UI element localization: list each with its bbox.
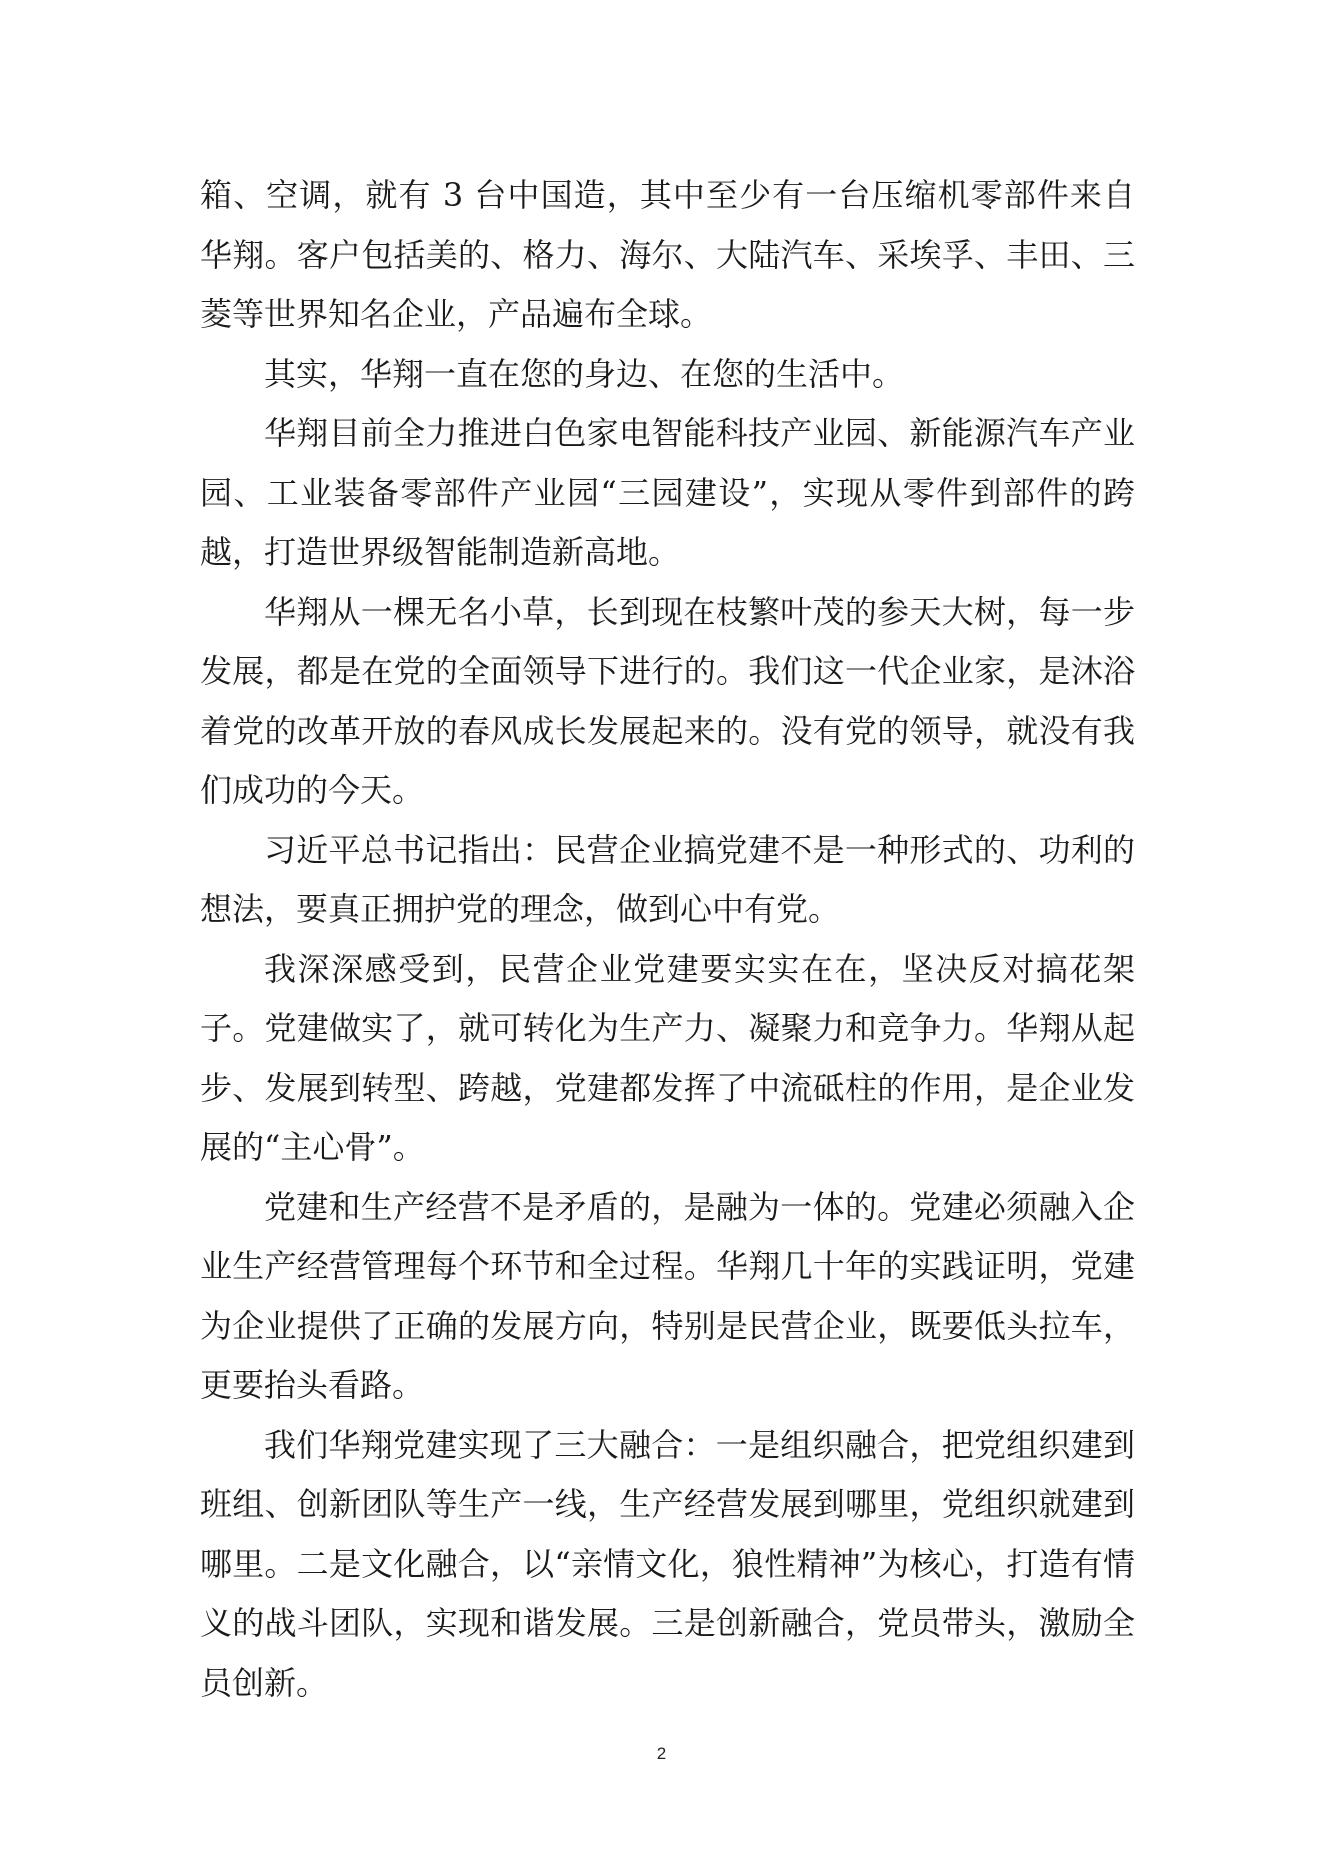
paragraph-line: 心骨”。 [312,1128,425,1166]
paragraph-line: 造世界级智能制造新高地。 [296,533,681,571]
paragraph [200,821,1135,940]
document-body [200,166,1135,1713]
paragraph-line: 展，都是在党的全面领导下进行的。我们这一代企业家，是沐浴着党 [200,652,1135,750]
paragraph-line: 党建和生产经营不是矛盾的，是融为一体的。党建必须融入企业 [200,1187,1135,1285]
paragraph-line: 华翔从一棵无名小草，长到现在枝繁叶茂的参天大树，每一步发 [200,592,1135,690]
paragraph-line: 华翔目前全力推进白色家电智能科技产业园、新能源汽车产业园、 [200,414,1135,512]
paragraph [200,583,1135,821]
paragraph-line: 业提供了正确的发展方向，特别是民营企业，既要低头拉车，更要抬 [200,1306,1135,1404]
paragraph-line: 箱、空调，就有 3 台中国造，其中至少有一台压缩机零部件来自华翔。 [200,176,1135,274]
paragraph-line: 头看路。 [296,1366,425,1404]
paragraph-line: 工业装备零部件产业园“三园建设”，实现从零件到部件的跨越，打 [200,473,1135,571]
paragraph [200,166,1135,345]
page-number: 2 [656,1744,667,1763]
paragraph-line: 法，要真正拥护党的理念，做到心中有党。 [232,890,841,928]
paragraph [200,1178,1135,1416]
paragraph-line: 党建做实了，就可转化为生产力、凝聚力和竞争力。华翔从起步、发 [200,1009,1135,1107]
paragraph [200,404,1135,583]
paragraph-line: 知名企业，产品遍布全球。 [328,295,713,333]
paragraph-line: 组、创新团队等生产一线，生产经营发展到哪里，党组织就建到哪里。 [200,1485,1135,1583]
paragraph-line: 的改革开放的春风成长发展起来的。没有党的领导，就没有我们成功 [200,711,1135,809]
paragraph-line: 我们华翔党建实现了三大融合：一是组织融合，把党组织建到班 [200,1425,1135,1523]
paragraph-line: 我深深感受到，民营企业党建要实实在在，坚决反对搞花架子。 [200,949,1135,1047]
paragraph-line: 生产经营管理每个环节和全过程。华翔几十年的实践证明，党建为企 [200,1247,1135,1345]
paragraph-line: 习近平总书记指出：民营企业搞党建不是一种形式的、功利的想 [200,830,1135,928]
paragraph [200,940,1135,1178]
paragraph-line: 的今天。 [296,771,425,809]
paragraph-line: 展到转型、跨越，党建都发挥了中流砥柱的作用，是企业发展的“主 [200,1068,1135,1166]
paragraph [200,1416,1135,1714]
paragraph-line: 二是文化融合，以“亲情文化，狼性精神”为核心，打造有情义的战 [200,1544,1135,1642]
paragraph [200,345,1135,405]
paragraph-line: 斗团队，实现和谐发展。三是创新融合，党员带头，激励全员创新。 [200,1604,1135,1702]
paragraph-line: 客户包括美的、格力、海尔、大陆汽车、采埃孚、丰田、三菱等世界 [200,235,1135,333]
paragraph-line: 其实，华翔一直在您的身边、在您的生活中。 [264,354,905,393]
